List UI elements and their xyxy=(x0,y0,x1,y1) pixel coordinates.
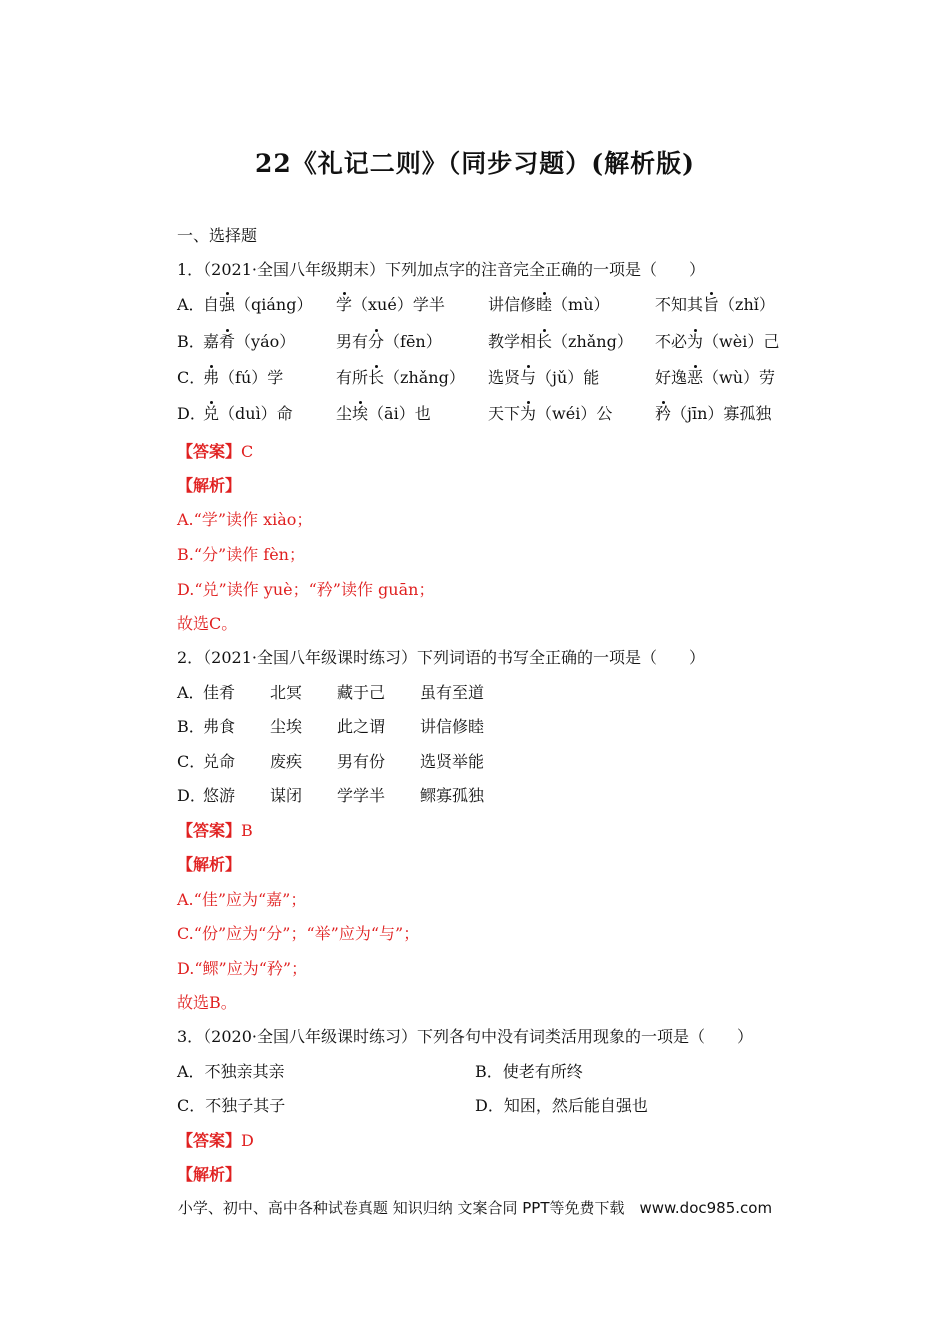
q2-word: 讲信修睦 xyxy=(420,717,485,736)
q2-analysis-line-2: C.“份”应为“分”；“举”应为“与”； xyxy=(177,924,420,943)
q2-analysis-tag: 【解析】 xyxy=(177,855,242,874)
q1-d-cell-1: 兑（duì）命 xyxy=(203,404,293,423)
q1-analysis-tag: 【解析】 xyxy=(177,476,242,495)
q3-option-a: A．不独亲其亲 xyxy=(177,1062,285,1081)
q1-a-cell-2: 学（xué）学半 xyxy=(336,295,445,314)
q2-word: 学学半 xyxy=(337,786,386,805)
q1-d-cell-4: 矜（jīn）寡孤独 xyxy=(655,404,772,423)
q1-c-cell-3: 选贤与（jǔ）能 xyxy=(488,368,600,387)
q1-a-cell-1: 自强（qiáng） xyxy=(203,295,313,314)
q3-analysis-tag: 【解析】 xyxy=(177,1165,242,1184)
q2-stem: 2．（2021·全国八年级课时练习）下列词语的书写全正确的一项是（ ） xyxy=(177,648,705,667)
q2-word: 此之谓 xyxy=(337,717,386,736)
q1-row-c xyxy=(177,368,205,388)
q1-stem: 1．（2021·全国八年级期末）下列加点字的注音完全正确的一项是（ ） xyxy=(177,260,705,279)
q2-word: 佳肴 xyxy=(203,683,236,702)
page-footer: 小学、初中、高中各种试卷真题 知识归纳 文案合同 PPT等免费下载 www.doc985.com xyxy=(177,1199,773,1217)
q1-a-cell-4: 不知其旨（zhǐ） xyxy=(655,295,775,314)
q1-analysis-line-2: B.“分”读作 fèn； xyxy=(177,545,305,564)
q1-row-d xyxy=(177,404,206,424)
q3-option-b: B．使老有所终 xyxy=(475,1062,583,1081)
answer-tag: 【答案】 xyxy=(177,821,242,840)
q2-word: 兑命 xyxy=(203,752,236,771)
q1-c-cell-4: 好逸恶（wù）劳 xyxy=(655,368,776,387)
q2-word: 北冥 xyxy=(270,683,303,702)
q2-word: 尘埃 xyxy=(270,717,303,736)
answer-tag: 【答案】 xyxy=(177,1131,242,1150)
section-heading: 一、选择题 xyxy=(177,226,258,245)
answer-value: C xyxy=(241,442,254,461)
page-title: 22《礼记二则》（同步习题）(解析版) xyxy=(255,149,695,178)
q1-a-cell-3: 讲信修睦（mù） xyxy=(488,295,610,314)
answer-value: D xyxy=(241,1131,254,1150)
q3-answer xyxy=(177,1131,254,1151)
q2-word: 男有份 xyxy=(337,752,386,771)
q2-word: 弗食 xyxy=(203,717,236,736)
q1-row-label: A． xyxy=(177,295,205,314)
q1-row-label: D． xyxy=(177,404,206,423)
q2-word: 选贤举能 xyxy=(420,752,485,771)
q2-conclusion: 故选B。 xyxy=(177,993,237,1012)
q2-word: 藏于己 xyxy=(337,683,386,702)
q2-word: 谋闭 xyxy=(270,786,303,805)
q1-d-cell-3: 天下为（wéi）公 xyxy=(488,404,613,423)
q2-row-label: D． xyxy=(177,786,206,805)
q2-answer xyxy=(177,821,253,841)
q3-option-d: D．知困，然后能自强也 xyxy=(475,1096,648,1115)
q2-word: 虽有至道 xyxy=(420,683,485,702)
q2-row-label: A． xyxy=(177,683,205,702)
q2-analysis-line-3: D.“鳏”应为“矜”； xyxy=(177,959,308,978)
q3-option-c: C．不独子其子 xyxy=(177,1096,286,1115)
q1-analysis-line-1: A.“学”读作 xiào； xyxy=(177,510,313,529)
q2-analysis-line-1: A.“佳”应为“嘉”； xyxy=(177,890,307,909)
q1-row-label: B． xyxy=(177,332,205,351)
q1-b-cell-2: 男有分（fēn） xyxy=(336,332,442,351)
q1-analysis-line-3: D.“兑”读作 yuè；“矜”读作 guān； xyxy=(177,580,435,599)
q1-b-cell-1: 嘉肴（yáo） xyxy=(203,332,296,351)
q1-row-b xyxy=(177,332,205,352)
q1-answer xyxy=(177,442,253,462)
q1-row-a xyxy=(177,295,205,315)
q3-stem: 3．（2020·全国八年级课时练习）下列各句中没有词类活用现象的一项是（ ） xyxy=(177,1027,753,1046)
q2-row-label: B． xyxy=(177,717,205,736)
q1-d-cell-2: 尘埃（āi）也 xyxy=(336,404,431,423)
answer-tag: 【答案】 xyxy=(177,442,242,461)
q1-b-cell-4: 不必为（wèi）己 xyxy=(655,332,780,351)
q2-word: 废疾 xyxy=(270,752,303,771)
q1-row-label: C． xyxy=(177,368,206,387)
q2-word: 鳏寡孤独 xyxy=(420,786,485,805)
q1-c-cell-2: 有所长（zhǎng） xyxy=(336,368,465,387)
q2-word: 悠游 xyxy=(203,786,236,805)
q1-c-cell-1: 弗（fú）学 xyxy=(203,368,284,387)
answer-value: B xyxy=(241,821,253,840)
q2-row-label: C． xyxy=(177,752,206,771)
q1-b-cell-3: 教学相长（zhǎng） xyxy=(488,332,633,351)
q1-conclusion: 故选C。 xyxy=(177,614,238,633)
